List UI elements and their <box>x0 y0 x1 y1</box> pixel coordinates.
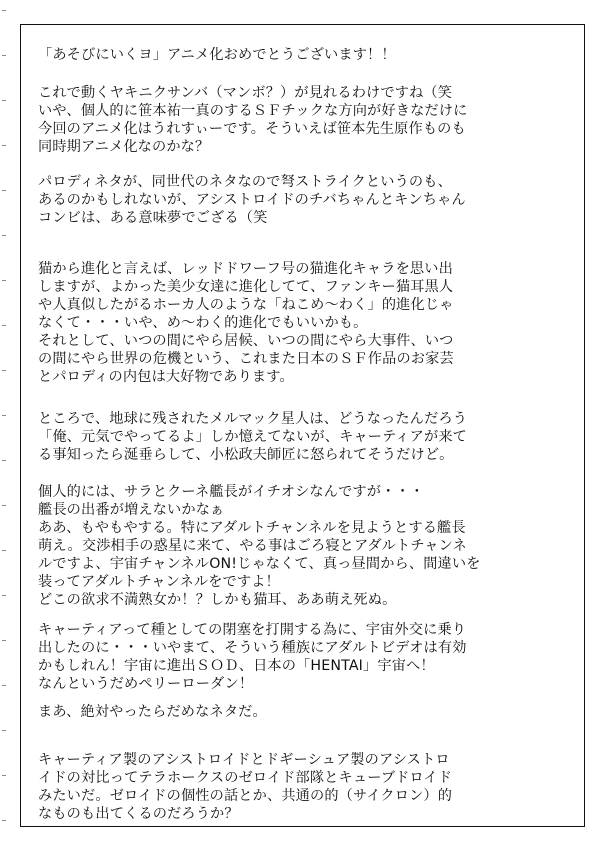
binding-edge-marks <box>2 0 8 844</box>
text-line-intro-1: 「あそびにいくヨ」アニメ化おめでとうございます！！ <box>38 47 396 63</box>
text-line-parody-1: パロディネタが、同世代のネタなので弩ストライクというのも、 <box>38 174 452 190</box>
edge-tick <box>2 100 6 101</box>
text-line-assistroid-4: なものも出てくるのだろうか？ <box>38 806 239 822</box>
text-line-melmack-3: る事知ったら涎垂らして、小松政夫師匠に怒られてそうだけど。 <box>38 447 454 463</box>
text-line-catia-species-2: 出したのに・・・いやまて、そういう種族にアダルトビデオは有効 <box>38 640 467 656</box>
text-line-captain-3: ルですよ、宇宙チャンネルON!じゃなくて、真っ昼間から、間違いを <box>38 556 481 572</box>
edge-tick <box>2 775 6 776</box>
edge-tick <box>2 235 6 236</box>
text-line-parody-2: あるのかもしれないが、アシストロイドのチバちゃんとキンちゃん <box>38 192 466 208</box>
edge-tick <box>2 460 6 461</box>
text-line-cat-evolution-7: とパロディの内包は大好物であります。 <box>38 369 294 385</box>
text-line-yakinikku-sanba-1: これで動くヤキニクサンバ（マンボ？）が見れるわけですね（笑 <box>38 85 453 101</box>
text-line-melmack-2: 「俺、元気でやってるよ」しか憶えてないが、キャーティアが来て <box>38 429 467 445</box>
text-line-yakinikku-sanba-4: 同時期アニメ化なのかな？ <box>38 139 210 155</box>
edge-tick <box>2 505 6 506</box>
edge-tick <box>2 595 6 596</box>
text-line-catia-species-3: かもしれん！宇宙に進出ＳＯＤ、日本の「HENTAI」宇宙へ！ <box>38 658 435 674</box>
text-line-yakinikku-sanba-2: いや、個人的に笹本祐一真のするＳＦチックな方向が好きなだけに <box>38 103 468 119</box>
edge-tick <box>2 55 6 56</box>
edge-tick <box>2 145 6 146</box>
edge-tick <box>2 280 6 281</box>
edge-tick <box>2 415 6 416</box>
text-line-assistroid-1: キャーティア製のアシストロイドとドギーシュア製のアシストロ <box>38 752 450 768</box>
text-line-assistroid-3: みたいだ。ゼロイドの個性の話とか、共通の的（サイクロン）的 <box>38 788 453 804</box>
text-line-bad-joke-1: まあ、絶対やったらだめなネタだ。 <box>38 704 267 720</box>
edge-tick <box>2 640 6 641</box>
text-line-catia-species-1: キャーティアって種としての閉塞を打開する為に、宇宙外交に乗り <box>38 622 467 638</box>
text-line-cat-evolution-3: や人真似したがるホーカ人のような「ねこめ〜わく」的進化じゃ <box>38 297 454 313</box>
text-line-assistroid-2: イドの対比ってテラホークスのゼロイド部隊とキューブドロイド <box>38 770 453 786</box>
edge-tick <box>2 550 6 551</box>
text-line-parody-3: コンビは、ある意味夢でござる（笑 <box>38 210 268 226</box>
text-line-captain-1: ああ、もやもやする。特にアダルトチャンネルを見ようとする艦長 <box>38 520 466 536</box>
text-line-cat-evolution-4: なくて・・・いや、め〜わく的進化でもいいかも。 <box>38 315 368 331</box>
edge-tick <box>2 10 6 11</box>
edge-tick <box>2 685 6 686</box>
text-line-captain-4: 装ってアダルトチャンネルをですよ！ <box>38 574 280 590</box>
text-line-cat-evolution-2: しますが、よかった美少女達に進化してて、ファンキー猫耳黒人 <box>38 279 454 295</box>
edge-tick <box>2 820 6 821</box>
text-line-catia-species-4: なんというだめペリーローダン！ <box>38 676 254 692</box>
edge-tick <box>2 730 6 731</box>
text-line-cat-evolution-5: それとして、いつの間にやら居候、いつの間にやら大事件、いつ <box>38 333 454 349</box>
edge-tick <box>2 190 6 191</box>
text-line-melmack-1: ところで、地球に残されたメルマック星人は、どうなったんだろう <box>38 411 468 427</box>
text-line-captain-2: 萌え。交渉相手の惑星に来て、やる事はごろ寝とアダルトチャンネ <box>38 538 467 554</box>
text-line-sara-1: 個人的には、サラとクーネ艦長がイチオシなんですが・・・ <box>38 484 425 500</box>
text-line-captain-5: どこの欲求不満熟女か！？しかも猫耳、ああ萌え死ぬ。 <box>38 592 397 608</box>
edge-tick <box>2 370 6 371</box>
text-line-yakinikku-sanba-3: 今回のアニメ化はうれすぃーです。そういえば笹本先生原作ものも <box>38 121 466 137</box>
text-line-sara-2: 艦長の出番が増えないかなぁ <box>38 502 225 518</box>
text-line-cat-evolution-1: 猫から進化と言えば、レッドドワーフ号の猫進化キャラを思い出 <box>38 261 453 277</box>
text-line-cat-evolution-6: の間にやら世界の危機という、これまた日本のＳＦ作品のお家芸 <box>38 351 454 367</box>
edge-tick <box>2 325 6 326</box>
